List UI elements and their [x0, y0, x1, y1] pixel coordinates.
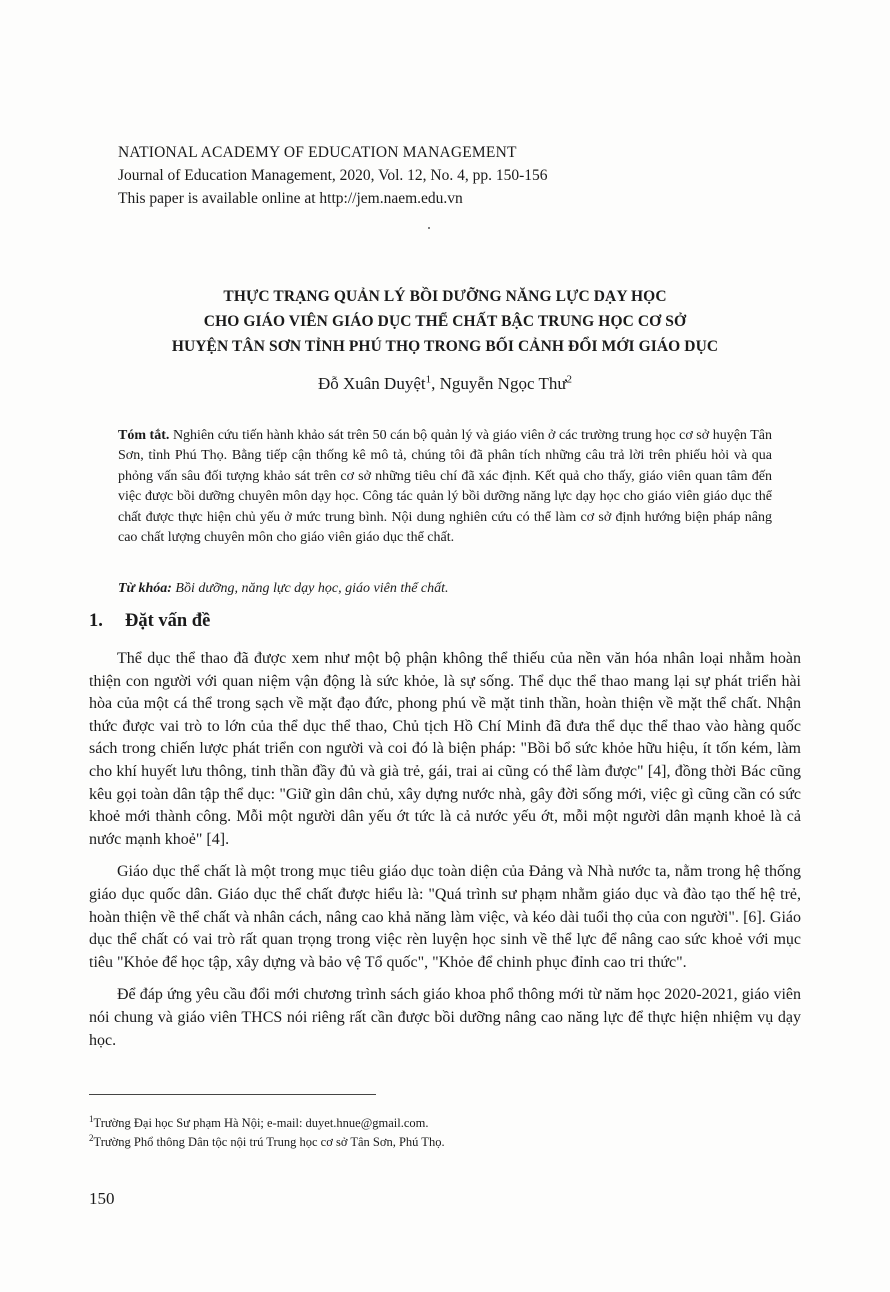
- section-number: 1.: [89, 611, 103, 631]
- section-title: Đặt vấn đề: [125, 611, 211, 631]
- abstract-label: Tóm tắt.: [118, 428, 170, 443]
- author-separator: ,: [431, 374, 440, 393]
- title-line-3: HUYỆN TÂN SƠN TỈNH PHÚ THỌ TRONG BỐI CẢNH ĐỔI MỚI GIÁO DỤC: [171, 338, 719, 355]
- author-2-mark: 2: [566, 373, 573, 386]
- title-line-2: CHO GIÁO VIÊN GIÁO DỤC THỂ CHẤT BẬC TRUNG HỌC CƠ SỞ: [203, 313, 687, 330]
- footnote-divider: [89, 1094, 376, 1095]
- abstract-text: Nghiên cứu tiến hành khảo sát trên 50 cán bộ quản lý và giáo viên ở các trường trung học cơ sở huyện Tân Sơn, tỉnh Phú Thọ. Bằng tiếp cận thống kê mô tả, chúng tôi đã phân tích những câu trả lời trên phiếu hỏi và qua phỏng vấn sâu đối tượng khảo sát trên cơ sở những tiêu chí đã xác định. Kết quả cho thấy, giáo viên quan tâm đến việc được bồi dưỡng chuyên môn dạy học. Công tác quản lý bồi dưỡng năng lực dạy học cho giáo viên giáo dục thể chất được thực hiện chủ yếu ở mức trung bình. Nội dung nghiên cứu có thể làm cơ sở định hướng biện pháp nâng cao chất lượng chuyên môn cho giáo viên giáo dục thể chất.: [118, 428, 772, 546]
- paper-title: [100, 284, 790, 359]
- keywords-label: Từ khóa:: [118, 581, 172, 596]
- abstract: [118, 426, 772, 548]
- author-1-mark: 1: [425, 373, 432, 386]
- page-number: 150: [89, 1189, 115, 1208]
- paragraph-3: Để đáp ứng yêu cầu đổi mới chương trình sách giáo khoa phổ thông mới từ năm học 2020-2021, giáo viên nói chung và giáo viên THCS nói riêng rất cần được bồi dưỡng nâng cao năng lực để thực hiện nhiệm vụ dạy học.: [89, 986, 801, 1049]
- body-text: [89, 648, 801, 1062]
- author-2: Nguyễn Ngọc Thư: [439, 374, 567, 393]
- footnote-2-text: Trường Phổ thông Dân tộc nội trú Trung học cơ sở Tân Sơn, Phú Thọ.: [93, 1135, 445, 1149]
- journal-citation: Journal of Education Management, 2020, Vol. 12, No. 4, pp. 150-156: [118, 167, 548, 184]
- author-list: [100, 372, 790, 396]
- paragraph-2: Giáo dục thể chất là một trong mục tiêu giáo dục toàn diện của Đảng và Nhà nước ta, nằm trong hệ thống giáo dục quốc dân. Giáo dục thể chất được hiểu là: "Quá trình sư phạm nhằm giáo dục và đào tạo thế hệ trẻ, hoàn thiện về thể chất và nhân cách, nâng cao khả năng làm việc, và kéo dài tuổi thọ của con người". [6]. Giáo dục thể chất có vai trò rất quan trọng trong việc rèn luyện học sinh về thể lực để nâng cao sức khoẻ với mục tiêu "Khỏe để học tập, xây dựng và bảo vệ Tổ quốc", "Khỏe để chinh phục đỉnh cao tri thức".: [89, 863, 801, 971]
- footnote-1-mark: 1: [89, 1113, 94, 1124]
- scan-speck: [428, 227, 430, 229]
- availability-note: This paper is available online at http://jem.naem.edu.vn: [118, 190, 463, 207]
- keywords-text: Bồi dưỡng, năng lực dạy học, giáo viên thể chất.: [171, 581, 449, 596]
- footnotes: [89, 1114, 445, 1152]
- institution-name: NATIONAL ACADEMY OF EDUCATION MANAGEMENT: [118, 144, 517, 161]
- footnote-2-mark: 2: [89, 1132, 94, 1143]
- section-heading: [89, 608, 210, 634]
- footnote-1: [89, 1114, 445, 1133]
- footnote-2: [89, 1133, 445, 1152]
- author-1: Đỗ Xuân Duyệt: [317, 374, 426, 393]
- footnote-1-text: Trường Đại học Sư phạm Hà Nội; e-mail: duyet.hnue@gmail.com.: [93, 1116, 429, 1130]
- title-line-1: THỰC TRẠNG QUẢN LÝ BỒI DƯỠNG NĂNG LỰC DẠY HỌC: [223, 288, 667, 305]
- paragraph-1: Thể dục thể thao đã được xem như một bộ phận không thể thiếu của nền văn hóa nhân loại nhằm hoàn thiện con người với quan niệm vận động là sức khỏe, là sự sống. Thể dục thể thao mang lại sự phát triển hài hòa của một cá thể trong sạch về mặt đạo đức, phong phú về mặt tinh thần, hoàn thiện về mặt thể chất. Nhận thức được vai trò to lớn của thể dục thể thao, Chủ tịch Hồ Chí Minh đã đưa thể dục thể thao vào hàng quốc sách trong chiến lược phát triển con người và coi đó là biện pháp: "Bồi bổ sức khỏe hữu hiệu, ít tốn kém, làm cho khí huyết lưu thông, tinh thần đầy đủ và già trẻ, gái, trai ai cũng có thể làm được" [4], đồng thời Bác cũng kêu gọi toàn dân tập thể dục: "Giữ gìn dân chủ, xây dựng nước nhà, gây đời sống mới, việc gì cũng cần có sức khoẻ mới thành công. Mỗi một người dân yếu ớt tức là cả nước yếu ớt, mỗi một người dân mạnh khoẻ là cả nước mạnh khoẻ" [4].: [89, 650, 801, 848]
- keywords: [118, 579, 449, 599]
- journal-header: [118, 141, 548, 210]
